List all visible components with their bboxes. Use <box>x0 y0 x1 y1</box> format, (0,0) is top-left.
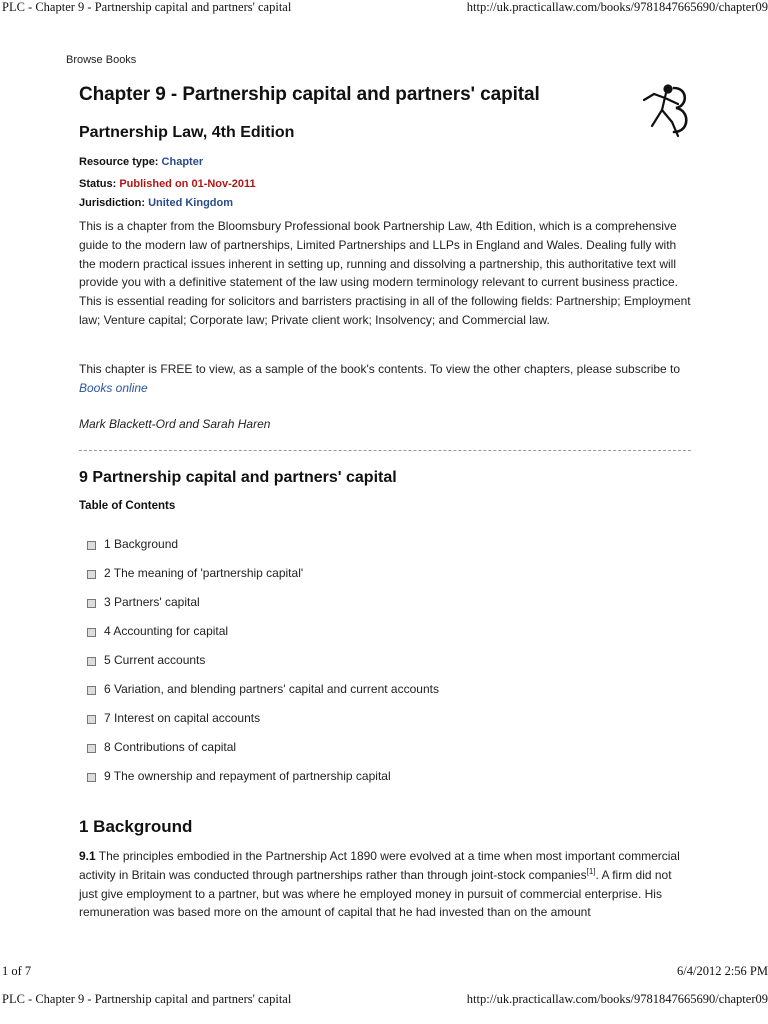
bullet-icon <box>87 541 96 550</box>
print-footer-title: PLC - Chapter 9 - Partnership capital and partners' capital <box>2 992 292 1006</box>
toc-link[interactable]: 1 Background <box>104 537 179 551</box>
book-title: Partnership Law, 4th Edition <box>79 124 295 141</box>
bullet-icon <box>87 686 96 695</box>
toc-link[interactable]: 3 Partners' capital <box>104 595 200 609</box>
toc-item[interactable] <box>87 711 687 740</box>
status <box>79 178 691 190</box>
resource-type <box>79 156 691 168</box>
free-notice <box>79 360 691 398</box>
toc-item[interactable] <box>87 624 687 653</box>
toc-item[interactable] <box>87 682 687 711</box>
bloomsbury-logo-icon <box>638 82 692 140</box>
print-footer-url: http://uk.practicallaw.com/books/9781847665690/chapter09 <box>466 992 768 1006</box>
bullet-icon <box>87 599 96 608</box>
section-title: 9 Partnership capital and partners' capital <box>79 469 397 486</box>
divider <box>79 450 691 451</box>
print-header-url: http://uk.practicallaw.com/books/9781847665690/chapter09 <box>466 0 768 14</box>
page-title: Chapter 9 - Partnership capital and partners' capital <box>79 84 540 105</box>
toc-link[interactable]: 2 The meaning of 'partnership capital' <box>104 566 304 580</box>
resource-type-value: Chapter <box>161 156 204 168</box>
background-heading: 1 Background <box>79 817 193 836</box>
jurisdiction-value: United Kingdom <box>148 197 234 209</box>
print-footer-page-info <box>0 964 768 980</box>
paragraph-number: 9.1 <box>79 849 96 863</box>
resource-type-label: Resource type: <box>79 156 159 168</box>
bullet-icon <box>87 657 96 666</box>
toc-item[interactable] <box>87 769 687 798</box>
toc-link[interactable]: 9 The ownership and repayment of partnership capital <box>104 769 391 783</box>
print-header-title: PLC - Chapter 9 - Partnership capital and partners' capital <box>2 0 292 14</box>
toc-item[interactable] <box>87 595 687 624</box>
print-footer <box>0 992 768 1008</box>
breadcrumb-browse-books[interactable]: Browse Books <box>66 54 137 66</box>
bullet-icon <box>87 570 96 579</box>
intro-paragraph: This is a chapter from the Bloomsbury Professional book Partnership Law, 4th Edition, which is a comprehensive guide to the modern law of partnerships, Limited Partnerships and LLPs in England and Wales. Dealing fully with the modern practical issues inherent in setting up, running and dissolving a partnership, this authoritative text will provide you with a definitive statement of the law using modern terminology relevant to current business practice. This is essential reading for solicitors and barristers practising in all of the following fields: Partnership; Employment law; Venture capital; Corporate law; Private client work; Insolvency; and Commercial law. <box>79 219 691 327</box>
print-header <box>0 0 768 16</box>
footnote-link[interactable]: [1] <box>586 866 596 876</box>
paragraph-text-continued: . A firm did not just give employment to a partner, but was where he employed money in pursuit of commercial enterprise. His remuneration was based more on the amount of capital that he had invested than on the amount <box>79 867 672 920</box>
toc-item[interactable] <box>87 537 687 566</box>
bullet-icon <box>87 628 96 637</box>
print-datetime: 6/4/2012 2:56 PM <box>677 964 768 978</box>
toc-item[interactable] <box>87 740 687 769</box>
books-online-link[interactable]: Books online <box>79 380 148 395</box>
page-count: 1 of 7 <box>2 964 32 978</box>
toc-link[interactable]: 8 Contributions of capital <box>104 740 237 754</box>
free-notice-text: This chapter is FREE to view, as a sample of the book's contents. To view the other chapters, please subscribe to <box>79 362 681 376</box>
toc-link[interactable]: 5 Current accounts <box>104 653 206 667</box>
authors: Mark Blackett-Ord and Sarah Haren <box>79 417 271 431</box>
toc-link[interactable]: 4 Accounting for capital <box>104 624 229 638</box>
status-label: Status: <box>79 178 117 190</box>
paragraph-text: The principles embodied in the Partnership Act 1890 were evolved at a time when most important commercial activity in Britain was conducted through partnerships rather than through joint-stock companies <box>79 849 680 882</box>
toc-link[interactable]: 6 Variation, and blending partners' capital and current accounts <box>104 682 439 696</box>
table-of-contents <box>87 537 687 798</box>
jurisdiction-label: Jurisdiction: <box>79 197 146 209</box>
status-value: Published on 01-Nov-2011 <box>119 178 256 190</box>
toc-item[interactable] <box>87 653 687 682</box>
toc-link[interactable]: 7 Interest on capital accounts <box>104 711 261 725</box>
bullet-icon <box>87 744 96 753</box>
bullet-icon <box>87 715 96 724</box>
toc-item[interactable] <box>87 566 687 595</box>
toc-title: Table of Contents <box>79 500 176 512</box>
background-paragraph <box>79 847 691 922</box>
bullet-icon <box>87 773 96 782</box>
jurisdiction <box>79 197 691 209</box>
